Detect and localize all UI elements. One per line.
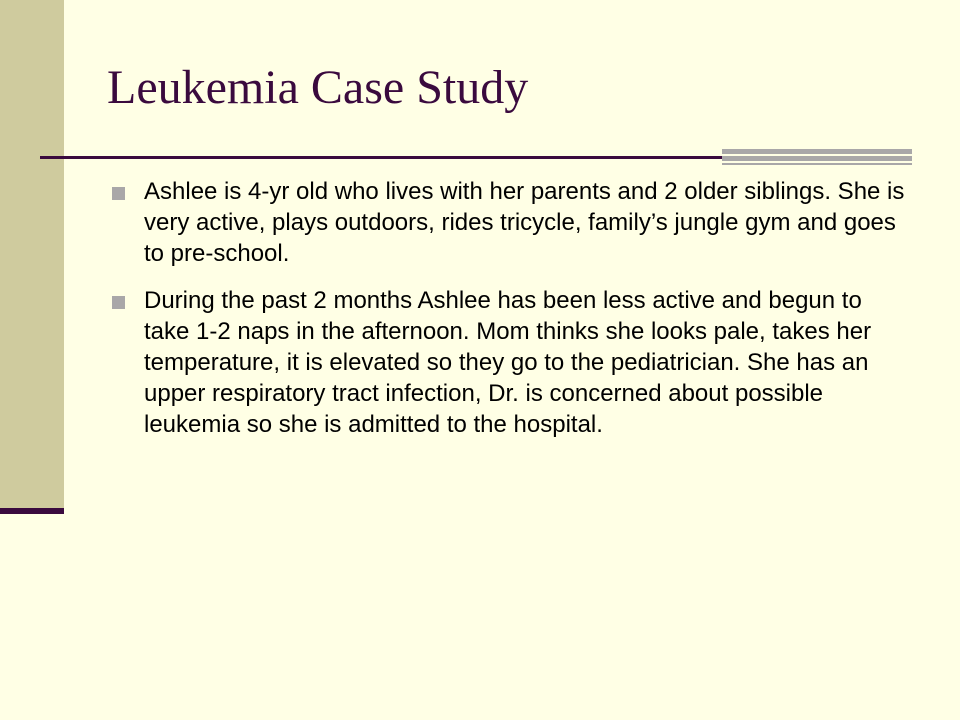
bullet-text: During the past 2 months Ashlee has been less active and begun to take 1-2 naps in the afternoon. Mom thinks she looks pale, takes her temperature, it is elevated so they go to the pediatrician. She has an upper respiratory tract infection, Dr. is concerned about possible leukemia so she is admitted to the hospital. [144,287,872,438]
bullet-list [108,176,908,456]
title-underline-accent [722,149,912,165]
bullet-item [108,285,908,440]
left-decorative-bar [0,0,64,510]
square-bullet-icon [112,187,125,200]
bullet-text: Ashlee is 4-yr old who lives with her parents and 2 older siblings. She is very active, plays outdoors, rides tricycle, family’s jungle gym and goes to pre-school. [144,178,905,267]
bullet-item [108,176,908,269]
square-bullet-icon [112,296,125,309]
left-bar-rule [0,508,64,514]
slide-title: Leukemia Case Study [107,61,529,114]
